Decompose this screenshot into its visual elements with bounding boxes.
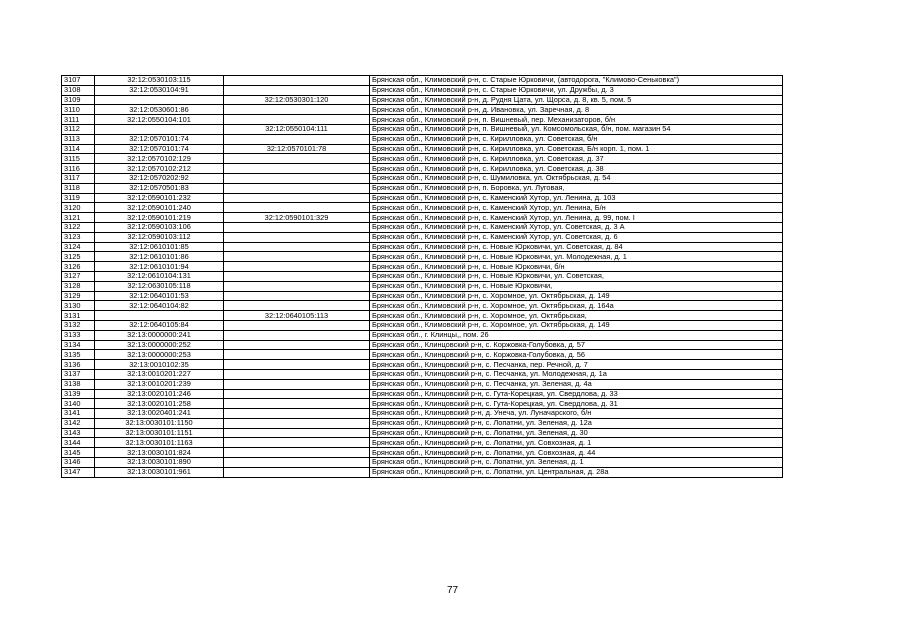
cadastral-number-cell: 32:13:0030101:890: [95, 458, 224, 468]
address-cell: Брянская обл., Климовский р-н, с. Каменский Хутор, ул. Советская, д. 6: [370, 232, 783, 242]
table-row: [62, 291, 783, 301]
premises-cadastral-number-cell: [224, 389, 370, 399]
cadastral-number-cell: 32:12:0590103:112: [95, 232, 224, 242]
address-cell: Брянская обл., Клинцовский р-н, с. Коржовка-Голубовка, д. 56: [370, 350, 783, 360]
cadastral-number-cell: 32:13:0020401:241: [95, 409, 224, 419]
row-number-cell: 3112: [62, 124, 95, 134]
premises-cadastral-number-cell: [224, 173, 370, 183]
table-row: [62, 467, 783, 477]
premises-cadastral-number-cell: [224, 76, 370, 86]
premises-cadastral-number-cell: [224, 193, 370, 203]
table-row: [62, 418, 783, 428]
premises-cadastral-number-cell: [224, 232, 370, 242]
table-row: [62, 105, 783, 115]
cadastral-number-cell: 32:13:0030101:824: [95, 448, 224, 458]
cadastral-number-cell: 32:12:0640101:53: [95, 291, 224, 301]
table-row: [62, 320, 783, 330]
table-row: [62, 232, 783, 242]
address-cell: Брянская обл., Климовский р-н, с. Кирилловка, ул. Советская, д. 37: [370, 154, 783, 164]
premises-cadastral-number-cell: [224, 409, 370, 419]
premises-cadastral-number-cell: 32:12:0570101:78: [224, 144, 370, 154]
row-number-cell: 3143: [62, 428, 95, 438]
cadastral-number-cell: 32:12:0530103:115: [95, 76, 224, 86]
address-cell: Брянская обл., Климовский р-н, с. Новые Юрковичи,: [370, 281, 783, 291]
cadastral-number-cell: 32:12:0530104:91: [95, 85, 224, 95]
cadastral-number-cell: 32:12:0640105:84: [95, 320, 224, 330]
row-number-cell: 3137: [62, 369, 95, 379]
table-row: [62, 271, 783, 281]
cadastral-number-cell: 32:12:0530601:86: [95, 105, 224, 115]
address-cell: Брянская обл., Климовский р-н, с. Новые Юрковичи, ул. Советская,: [370, 271, 783, 281]
row-number-cell: 3133: [62, 330, 95, 340]
row-number-cell: 3141: [62, 409, 95, 419]
premises-cadastral-number-cell: [224, 399, 370, 409]
row-number-cell: 3123: [62, 232, 95, 242]
row-number-cell: 3116: [62, 164, 95, 174]
address-cell: Брянская обл., Климовский р-н, с. Хоромное, ул. Октябрьская, д. 149: [370, 291, 783, 301]
address-cell: Брянская обл., Клинцовский р-н, с. Песчанка, ул. Молодежная, д. 1а: [370, 369, 783, 379]
cadastral-number-cell: 32:13:0030101:1163: [95, 438, 224, 448]
row-number-cell: 3132: [62, 320, 95, 330]
cadastral-number-cell: 32:12:0590101:219: [95, 213, 224, 223]
address-cell: Брянская обл., Климовский р-н, д. Ивановка, ул. Заречная, д. 8: [370, 105, 783, 115]
cadastral-number-cell: 32:12:0610104:131: [95, 271, 224, 281]
premises-cadastral-number-cell: 32:12:0550104:111: [224, 124, 370, 134]
premises-cadastral-number-cell: 32:12:0640105:113: [224, 311, 370, 321]
row-number-cell: 3119: [62, 193, 95, 203]
address-cell: Брянская обл., Климовский р-н, с. Новые Юрковичи, б/н: [370, 262, 783, 272]
cadastral-number-cell: 32:12:0590101:240: [95, 203, 224, 213]
row-number-cell: 3111: [62, 115, 95, 125]
row-number-cell: 3108: [62, 85, 95, 95]
cadastral-number-cell: 32:12:0570101:74: [95, 134, 224, 144]
row-number-cell: 3121: [62, 213, 95, 223]
cadastral-number-cell: 32:12:0590103:106: [95, 222, 224, 232]
premises-cadastral-number-cell: [224, 340, 370, 350]
address-cell: Брянская обл., Клинцовский р-н, д. Унеча, ул. Луначарского, б/н: [370, 409, 783, 419]
table-row: [62, 242, 783, 252]
cadastral-number-cell: 32:13:0010201:227: [95, 369, 224, 379]
address-cell: Брянская обл., Климовский р-н, с. Кирилловка, ул. Советская, Б/н корп. 1, пом. 1: [370, 144, 783, 154]
address-cell: Брянская обл., Климовский р-н, с. Хоромное, ул. Октябрьская, д. 149: [370, 320, 783, 330]
cadastral-number-cell: 32:13:0020101:246: [95, 389, 224, 399]
table-row: [62, 203, 783, 213]
row-number-cell: 3126: [62, 262, 95, 272]
row-number-cell: 3128: [62, 281, 95, 291]
premises-cadastral-number-cell: [224, 222, 370, 232]
row-number-cell: 3130: [62, 301, 95, 311]
row-number-cell: 3144: [62, 438, 95, 448]
cadastral-number-cell: 32:12:0570101:74: [95, 144, 224, 154]
cadastral-number-cell: 32:12:0610101:86: [95, 252, 224, 262]
table-row: [62, 164, 783, 174]
table-row: [62, 369, 783, 379]
row-number-cell: 3127: [62, 271, 95, 281]
row-number-cell: 3114: [62, 144, 95, 154]
registry-table-body: [62, 76, 783, 478]
premises-cadastral-number-cell: [224, 418, 370, 428]
premises-cadastral-number-cell: [224, 203, 370, 213]
row-number-cell: 3145: [62, 448, 95, 458]
premises-cadastral-number-cell: [224, 252, 370, 262]
address-cell: Брянская обл., Клинцовский р-н, с. Гута-Корецкая, ул. Свердлова, д. 31: [370, 399, 783, 409]
premises-cadastral-number-cell: [224, 164, 370, 174]
premises-cadastral-number-cell: 32:12:0590101:329: [224, 213, 370, 223]
cadastral-number-cell: 32:13:0030101:1151: [95, 428, 224, 438]
table-row: [62, 330, 783, 340]
cadastral-number-cell: 32:12:0640104:82: [95, 301, 224, 311]
cadastral-number-cell: 32:12:0570102:212: [95, 164, 224, 174]
row-number-cell: 3107: [62, 76, 95, 86]
row-number-cell: 3122: [62, 222, 95, 232]
address-cell: Брянская обл., Климовский р-н, с. Старые Юрковичи, (автодорога, "Климово-Сеньковка"): [370, 76, 783, 86]
address-cell: Брянская обл., Клинцовский р-н, с. Гута-Корецкая, ул. Свердлова, д. 33: [370, 389, 783, 399]
premises-cadastral-number-cell: [224, 448, 370, 458]
table-row: [62, 301, 783, 311]
address-cell: Брянская обл., Климовский р-н, с. Хоромное, ул. Октябрьская,: [370, 311, 783, 321]
cadastral-number-cell: 32:13:0020101:258: [95, 399, 224, 409]
address-cell: Брянская обл., Клинцовский р-н, с. Лопатни, ул. Зеленая, д. 12а: [370, 418, 783, 428]
address-cell: Брянская обл., Климовский р-н, с. Кирилловка, ул. Советская, б/н: [370, 134, 783, 144]
table-row: [62, 281, 783, 291]
address-cell: Брянская обл., Климовский р-н, с. Новые Юрковичи, ул. Молодежная, д. 1: [370, 252, 783, 262]
cadastral-number-cell: 32:12:0630105:118: [95, 281, 224, 291]
premises-cadastral-number-cell: [224, 301, 370, 311]
address-cell: Брянская обл., Климовский р-н, с. Каменский Хутор, ул. Ленина, Б/н: [370, 203, 783, 213]
table-row: [62, 76, 783, 86]
premises-cadastral-number-cell: [224, 154, 370, 164]
address-cell: Брянская обл., Климовский р-н, п. Вишневый, ул. Комсомольская, б/н, пом. магазин 54: [370, 124, 783, 134]
row-number-cell: 3136: [62, 360, 95, 370]
address-cell: Брянская обл., Климовский р-н, с. Каменский Хутор, ул. Ленина, д. 103: [370, 193, 783, 203]
cadastral-number-cell: 32:12:0570501:83: [95, 183, 224, 193]
table-row: [62, 399, 783, 409]
cadastral-number-cell: [95, 311, 224, 321]
table-row: [62, 222, 783, 232]
row-number-cell: 3134: [62, 340, 95, 350]
address-cell: Брянская обл., Климовский р-н, с. Хоромное, ул. Октябрьская, д. 164а: [370, 301, 783, 311]
table-row: [62, 262, 783, 272]
address-cell: Брянская обл., Клинцовский р-н, с. Лопатни, ул. Совхозная, д. 44: [370, 448, 783, 458]
row-number-cell: 3139: [62, 389, 95, 399]
row-number-cell: 3124: [62, 242, 95, 252]
row-number-cell: 3113: [62, 134, 95, 144]
table-row: [62, 193, 783, 203]
row-number-cell: 3120: [62, 203, 95, 213]
row-number-cell: 3138: [62, 379, 95, 389]
table-row: [62, 154, 783, 164]
premises-cadastral-number-cell: [224, 360, 370, 370]
row-number-cell: 3117: [62, 173, 95, 183]
page-number: 77: [446, 585, 459, 596]
table-row: [62, 252, 783, 262]
cadastral-number-cell: 32:13:0030101:961: [95, 467, 224, 477]
cadastral-number-cell: 32:12:0570202:92: [95, 173, 224, 183]
address-cell: Брянская обл., Клинцовский р-н, с. Лопатни, ул. Центральная, д. 28а: [370, 467, 783, 477]
premises-cadastral-number-cell: [224, 369, 370, 379]
table-row: [62, 124, 783, 134]
cadastral-number-cell: 32:13:0030101:1150: [95, 418, 224, 428]
address-cell: Брянская обл., Клинцовский р-н, с. Лопатни, ул. Зеленая, д. 1: [370, 458, 783, 468]
table-row: [62, 115, 783, 125]
address-cell: Брянская обл., Климовский р-н, с. Шумиловка, ул. Октябрьская, д. 54: [370, 173, 783, 183]
table-row: [62, 340, 783, 350]
table-row: [62, 144, 783, 154]
row-number-cell: 3135: [62, 350, 95, 360]
table-row: [62, 438, 783, 448]
table-row: [62, 350, 783, 360]
table-row: [62, 458, 783, 468]
premises-cadastral-number-cell: [224, 467, 370, 477]
table-row: [62, 389, 783, 399]
premises-cadastral-number-cell: [224, 262, 370, 272]
address-cell: Брянская обл., Климовский р-н, д. Рудня Цата, ул. Щорса, д. 8, кв. 5, пом. 5: [370, 95, 783, 105]
table-row: [62, 173, 783, 183]
row-number-cell: 3142: [62, 418, 95, 428]
registry-table: [61, 75, 783, 478]
table-row: [62, 134, 783, 144]
premises-cadastral-number-cell: [224, 330, 370, 340]
premises-cadastral-number-cell: [224, 291, 370, 301]
address-cell: Брянская обл., Клинцовский р-н, с. Лопатни, ул. Совхозная, д. 1: [370, 438, 783, 448]
address-cell: Брянская обл., Клинцовский р-н, с. Песчанка, ул. Зеленая, д. 4а: [370, 379, 783, 389]
premises-cadastral-number-cell: [224, 281, 370, 291]
premises-cadastral-number-cell: [224, 271, 370, 281]
row-number-cell: 3110: [62, 105, 95, 115]
row-number-cell: 3118: [62, 183, 95, 193]
cadastral-number-cell: 32:13:0010201:239: [95, 379, 224, 389]
row-number-cell: 3140: [62, 399, 95, 409]
table-row: [62, 379, 783, 389]
row-number-cell: 3131: [62, 311, 95, 321]
address-cell: Брянская обл., Клинцовский р-н, с. Лопатни, ул. Зеленая, д. 30: [370, 428, 783, 438]
row-number-cell: 3146: [62, 458, 95, 468]
row-number-cell: 3109: [62, 95, 95, 105]
address-cell: Брянская обл., Климовский р-н, с. Кирилловка, ул. Советская, д. 38: [370, 164, 783, 174]
cadastral-number-cell: [95, 124, 224, 134]
cadastral-number-cell: 32:12:0570102:129: [95, 154, 224, 164]
cadastral-number-cell: 32:12:0610101:94: [95, 262, 224, 272]
table-row: [62, 360, 783, 370]
cadastral-number-cell: 32:12:0610101:85: [95, 242, 224, 252]
table-row: [62, 183, 783, 193]
address-cell: Брянская обл., г. Клинцы,, пом. 26: [370, 330, 783, 340]
cadastral-number-cell: 32:13:0000000:252: [95, 340, 224, 350]
cadastral-number-cell: 32:13:0000000:253: [95, 350, 224, 360]
row-number-cell: 3125: [62, 252, 95, 262]
premises-cadastral-number-cell: 32:12:0530301:120: [224, 95, 370, 105]
premises-cadastral-number-cell: [224, 115, 370, 125]
row-number-cell: 3115: [62, 154, 95, 164]
address-cell: Брянская обл., Климовский р-н, п. Боровка, ул. Луговая,: [370, 183, 783, 193]
premises-cadastral-number-cell: [224, 183, 370, 193]
table-row: [62, 311, 783, 321]
premises-cadastral-number-cell: [224, 134, 370, 144]
table-row: [62, 448, 783, 458]
address-cell: Брянская обл., Климовский р-н, с. Старые Юрковичи, ул. Дружбы, д. 3: [370, 85, 783, 95]
table-row: [62, 213, 783, 223]
address-cell: Брянская обл., Климовский р-н, с. Каменский Хутор, ул. Советская, д. 3 А: [370, 222, 783, 232]
address-cell: Брянская обл., Климовский р-н, п. Вишневый, пер. Механизаторов, б/н: [370, 115, 783, 125]
cadastral-number-cell: 32:13:0010102:35: [95, 360, 224, 370]
table-row: [62, 409, 783, 419]
cadastral-number-cell: 32:12:0590101:232: [95, 193, 224, 203]
cadastral-number-cell: [95, 95, 224, 105]
row-number-cell: 3129: [62, 291, 95, 301]
address-cell: Брянская обл., Климовский р-н, с. Новые Юрковичи, ул. Советская, д. 84: [370, 242, 783, 252]
cadastral-number-cell: 32:12:0550104:101: [95, 115, 224, 125]
table-row: [62, 95, 783, 105]
address-cell: Брянская обл., Климовский р-н, с. Каменский Хутор, ул. Ленина, д. 99, пом. I: [370, 213, 783, 223]
row-number-cell: 3147: [62, 467, 95, 477]
premises-cadastral-number-cell: [224, 320, 370, 330]
premises-cadastral-number-cell: [224, 428, 370, 438]
premises-cadastral-number-cell: [224, 458, 370, 468]
cadastral-number-cell: 32:13:0000000:241: [95, 330, 224, 340]
premises-cadastral-number-cell: [224, 242, 370, 252]
address-cell: Брянская обл., Клинцовский р-н, с. Песчанка, пер. Речной, д. 7: [370, 360, 783, 370]
address-cell: Брянская обл., Клинцовский р-н, с. Коржовка-Голубовка, д. 57: [370, 340, 783, 350]
premises-cadastral-number-cell: [224, 85, 370, 95]
premises-cadastral-number-cell: [224, 350, 370, 360]
table-row: [62, 85, 783, 95]
table-row: [62, 428, 783, 438]
premises-cadastral-number-cell: [224, 379, 370, 389]
premises-cadastral-number-cell: [224, 438, 370, 448]
premises-cadastral-number-cell: [224, 105, 370, 115]
